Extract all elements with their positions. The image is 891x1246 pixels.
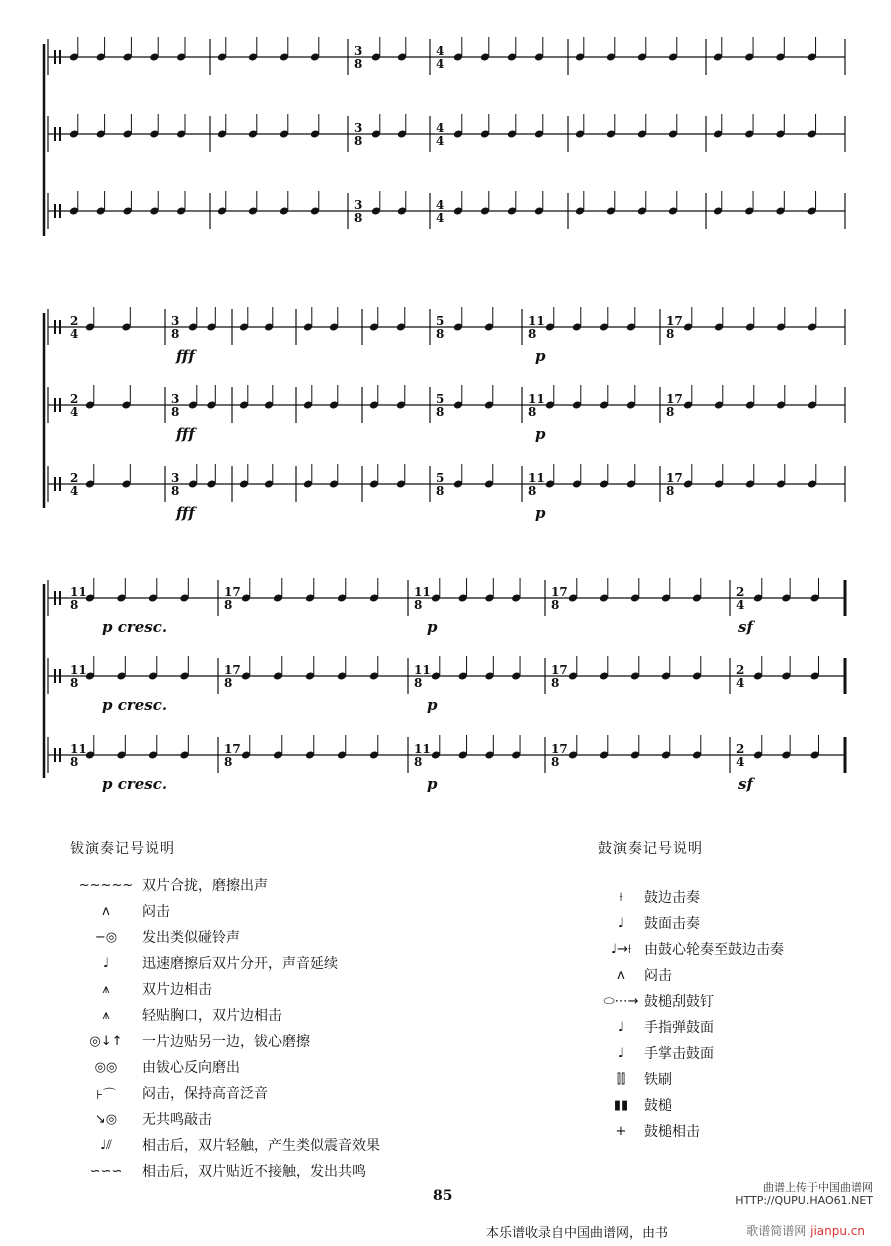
time-signature-bottom: 8 [551, 755, 560, 769]
time-signature-bottom: 8 [436, 327, 445, 341]
time-signature-top: 11 [414, 585, 431, 599]
time-signature-top: 3 [354, 121, 363, 135]
accent-hat-icon: ᴧ [102, 903, 110, 919]
time-signature-bottom: 4 [70, 327, 79, 341]
footer-brand [746, 1222, 865, 1239]
dynamic-mark: sf [738, 775, 753, 793]
dynamic-mark: p [427, 696, 438, 714]
watermark-site [735, 1181, 873, 1207]
percussion-clef-icon [54, 748, 56, 762]
drum-legend [598, 838, 784, 1144]
time-signature-bottom: 8 [436, 484, 445, 498]
time-signature-top: 11 [70, 663, 87, 677]
legend-row [70, 1054, 380, 1080]
percussion-clef-icon [59, 591, 61, 605]
watermark-url: HTTP://QUPU.HAO61.NET [735, 1194, 873, 1207]
roll-wave-icon: ~~~~~ [78, 877, 134, 893]
time-signature-top: 3 [171, 314, 180, 328]
time-signature-bottom: 8 [666, 484, 675, 498]
legend-row [598, 884, 784, 910]
legend-text: 闷击 [142, 904, 170, 920]
time-signature-top: 3 [354, 44, 363, 58]
footer-brand-url: jianpu.cn [810, 1224, 865, 1238]
time-signature-top: 17 [666, 392, 683, 406]
legend-row [598, 936, 784, 962]
time-signature-top: 4 [436, 198, 445, 212]
percussion-clef-icon [54, 204, 56, 218]
footer-brand-name: 歌谱简谱网 [746, 1224, 807, 1238]
legend-row [598, 910, 784, 936]
page-number: 85 [433, 1188, 453, 1204]
legend-text: 闷击 [644, 968, 672, 984]
percussion-clef-icon [54, 591, 56, 605]
time-signature-top: 2 [70, 471, 79, 485]
time-signature-bottom: 8 [414, 676, 423, 690]
wire-brush-icon: ⫿⫿ [616, 1071, 626, 1087]
percussion-clef-icon [59, 669, 61, 683]
percussion-clef-icon [59, 127, 61, 141]
time-signature-top: 17 [666, 314, 683, 328]
note-stem-icon: ♩ [102, 955, 110, 971]
dynamic-mark: p [535, 425, 546, 443]
dynamic-mark: fff [176, 504, 195, 522]
legend-row [70, 1132, 380, 1158]
time-signature-bottom: 8 [354, 211, 363, 225]
time-signature-bottom: 8 [224, 755, 233, 769]
edge-rub-icon: ◎↓↑ [89, 1033, 123, 1049]
dynamic-mark: fff [176, 347, 195, 365]
time-signature-top: 2 [736, 663, 745, 677]
percussion-clef-icon [54, 50, 56, 64]
time-signature-bottom: 4 [70, 484, 79, 498]
percussion-clef-icon [54, 477, 56, 491]
legend-text: 迅速磨擦后双片分开，声音延续 [142, 956, 338, 972]
legend-row [598, 962, 784, 988]
bell-tone-icon: −◎ [94, 929, 118, 945]
legend-row [598, 1066, 784, 1092]
time-signature-top: 2 [736, 585, 745, 599]
center-to-rim-icon: ♩→⟊ [610, 941, 632, 957]
dynamic-mark: p cresc. [102, 618, 168, 636]
percussion-clef-icon [59, 320, 61, 334]
legend-row [70, 1106, 380, 1132]
time-signature-bottom: 8 [414, 755, 423, 769]
tremolo-icon: ♩⫽ [100, 1137, 112, 1153]
legend-row [598, 1040, 784, 1066]
watermark-title: 曲谱上传于中国曲谱网 [763, 1181, 873, 1194]
time-signature-bottom: 8 [666, 327, 675, 341]
time-signature-bottom: 4 [736, 755, 745, 769]
time-signature-top: 4 [436, 121, 445, 135]
time-signature-top: 3 [171, 392, 180, 406]
drum-legend-title: 鼓演奏记号说明 [598, 841, 703, 857]
percussion-clef-icon [59, 398, 61, 412]
accent-hat-icon: ᴧ [617, 967, 625, 983]
legend-text: 一片边贴另一边，钹心磨擦 [142, 1034, 310, 1050]
stick-scrape-icon: ⬭⋯→ [603, 993, 639, 1009]
time-signature-bottom: 8 [551, 676, 560, 690]
time-signature-top: 11 [528, 471, 545, 485]
edge-strike-icon: ⩚ [102, 981, 110, 997]
legend-text: 由鼓心轮奏至鼓边击奏 [644, 942, 784, 958]
percussion-clef-icon [59, 204, 61, 218]
legend-text: 闷击，保持高音泛音 [142, 1086, 268, 1102]
legend-text: 相击后，双片贴近不接触，发出共鸣 [142, 1164, 366, 1180]
resonance-wave-icon: ∽∽∽ [89, 1163, 123, 1179]
percussion-clef-icon [54, 127, 56, 141]
time-signature-bottom: 8 [224, 598, 233, 612]
reverse-rub-icon: ◎◎ [94, 1059, 118, 1075]
legend-text: 双片合拢，磨擦出声 [142, 878, 268, 894]
time-signature-top: 2 [70, 314, 79, 328]
legend-text: 双片边相击 [142, 982, 212, 998]
time-signature-bottom: 8 [70, 676, 79, 690]
percussion-clef-icon [59, 477, 61, 491]
harmonic-icon: ⊦⌒ [96, 1087, 116, 1103]
legend-text: 鼓槌相击 [644, 1124, 700, 1140]
time-signature-bottom: 4 [436, 134, 445, 148]
legend-text: 鼓槌刮鼓钉 [644, 994, 714, 1010]
time-signature-bottom: 8 [551, 598, 560, 612]
legend-row [70, 898, 380, 924]
legend-row [70, 976, 380, 1002]
time-signature-top: 5 [436, 392, 445, 406]
stick-click-icon: + [615, 1123, 627, 1139]
cymbal-legend [70, 838, 380, 1184]
legend-text: 相击后，双片轻触，产生类似震音效果 [142, 1138, 380, 1154]
time-signature-top: 5 [436, 314, 445, 328]
legend-row [598, 988, 784, 1014]
time-signature-bottom: 8 [528, 405, 537, 419]
time-signature-bottom: 8 [528, 484, 537, 498]
dynamic-mark: p [535, 347, 546, 365]
time-signature-bottom: 4 [436, 57, 445, 71]
time-signature-bottom: 4 [736, 676, 745, 690]
percussion-clef-icon [59, 50, 61, 64]
percussion-clef-icon [54, 398, 56, 412]
legend-text: 鼓槌 [644, 1098, 672, 1114]
legend-text: 发出类似碰铃声 [142, 930, 240, 946]
time-signature-top: 17 [551, 742, 568, 756]
time-signature-top: 17 [224, 663, 241, 677]
time-signature-top: 11 [70, 742, 87, 756]
legend-text: 手掌击鼓面 [644, 1046, 714, 1062]
head-strike-icon: ♩ [617, 915, 625, 931]
time-signature-bottom: 8 [414, 598, 423, 612]
percussion-clef-icon [59, 748, 61, 762]
time-signature-top: 2 [736, 742, 745, 756]
dynamic-mark: p [535, 504, 546, 522]
time-signature-top: 17 [224, 742, 241, 756]
time-signature-bottom: 8 [528, 327, 537, 341]
dynamic-mark: sf [738, 618, 753, 636]
rim-strike-icon: ⟊ [619, 889, 623, 905]
legend-row [70, 924, 380, 950]
legend-text: 手指弹鼓面 [644, 1020, 714, 1036]
time-signature-bottom: 8 [70, 598, 79, 612]
drum-stick-icon: ▮▮ [613, 1097, 629, 1113]
time-signature-top: 11 [414, 742, 431, 756]
no-resonance-icon: ↘◎ [94, 1111, 118, 1127]
legend-row [598, 1118, 784, 1144]
legend-row [598, 1092, 784, 1118]
time-signature-bottom: 8 [224, 676, 233, 690]
dynamic-mark: fff [176, 425, 195, 443]
legend-text: 鼓边击奏 [644, 890, 700, 906]
legend-text: 无共鸣敲击 [142, 1112, 212, 1128]
legend-row [70, 950, 380, 976]
percussion-clef-icon [54, 320, 56, 334]
time-signature-top: 4 [436, 44, 445, 58]
time-signature-top: 11 [528, 392, 545, 406]
legend-text: 轻贴胸口，双片边相击 [142, 1008, 282, 1024]
time-signature-top: 3 [354, 198, 363, 212]
legend-text: 鼓面击奏 [644, 916, 700, 932]
dynamic-mark: p cresc. [102, 775, 168, 793]
time-signature-bottom: 4 [436, 211, 445, 225]
percussion-clef-icon [54, 669, 56, 683]
time-signature-bottom: 8 [171, 484, 180, 498]
time-signature-bottom: 8 [436, 405, 445, 419]
cymbal-legend-title: 钹演奏记号说明 [70, 841, 175, 857]
legend-text: 由钹心反向磨出 [142, 1060, 240, 1076]
legend-row [70, 1158, 380, 1184]
time-signature-top: 3 [171, 471, 180, 485]
time-signature-top: 11 [528, 314, 545, 328]
time-signature-bottom: 8 [666, 405, 675, 419]
chest-strike-icon: ⩚ [102, 1007, 110, 1023]
time-signature-top: 2 [70, 392, 79, 406]
time-signature-top: 11 [414, 663, 431, 677]
dynamic-mark: p [427, 775, 438, 793]
time-signature-top: 17 [224, 585, 241, 599]
time-signature-top: 11 [70, 585, 87, 599]
legend-row [70, 1028, 380, 1054]
legend-row [70, 1080, 380, 1106]
time-signature-top: 17 [551, 585, 568, 599]
dynamic-mark: p cresc. [102, 696, 168, 714]
time-signature-bottom: 8 [354, 57, 363, 71]
time-signature-bottom: 8 [70, 755, 79, 769]
time-signature-bottom: 8 [354, 134, 363, 148]
footer-text: 本乐谱收录自中国曲谱网，由书 [486, 1226, 669, 1241]
dynamic-mark: p [427, 618, 438, 636]
legend-row [70, 872, 380, 898]
palm-strike-icon: ♩ [617, 1045, 625, 1061]
time-signature-top: 17 [666, 471, 683, 485]
legend-row [598, 1014, 784, 1040]
time-signature-bottom: 8 [171, 327, 180, 341]
time-signature-bottom: 4 [70, 405, 79, 419]
time-signature-bottom: 8 [171, 405, 180, 419]
time-signature-top: 5 [436, 471, 445, 485]
time-signature-top: 17 [551, 663, 568, 677]
legend-row [70, 1002, 380, 1028]
time-signature-bottom: 4 [736, 598, 745, 612]
legend-text: 铁刷 [644, 1072, 672, 1088]
finger-flick-icon: ♩ [617, 1019, 625, 1035]
